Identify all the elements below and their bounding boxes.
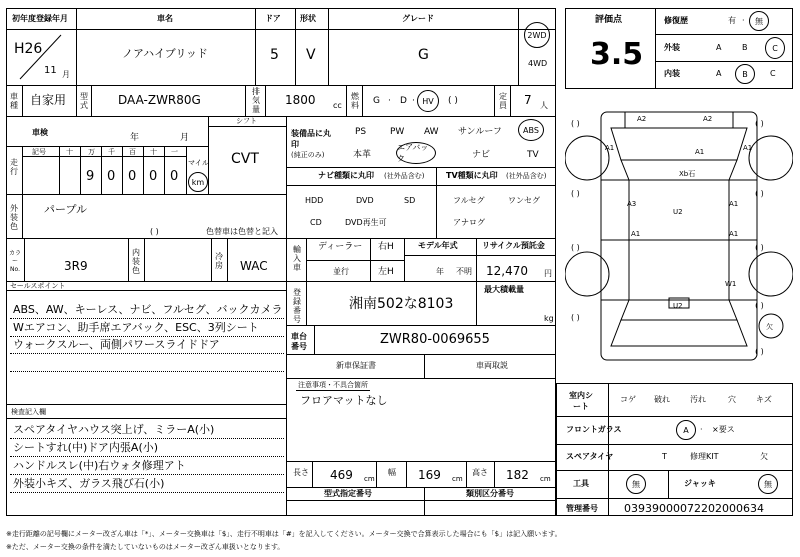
tv-oneseg: ワンセグ [508, 196, 540, 205]
reg-year-label: 初年度登録年月 [12, 14, 68, 23]
width-value: 169 [418, 468, 441, 482]
new-car-guarantee: 新車保証書 [336, 361, 376, 370]
equip-airbag: エアバック [396, 142, 436, 164]
spare-tire-label: スペアタイヤ [566, 452, 614, 461]
diagram-label-a1-rdoor: A1 [729, 200, 739, 208]
interior-grade-label: 内装 [664, 69, 680, 78]
color-no-label: カラーNo. [8, 250, 21, 273]
navi-dvd-play: DVD再生可 [345, 218, 387, 227]
car-name-label: 車名 [157, 14, 173, 23]
car-manual: 車両取説 [476, 361, 508, 370]
interior-color-label: 内装色 [132, 248, 140, 275]
sheet-opt-tear: 破れ [654, 395, 670, 404]
class-number-label: 類別区分番号 [466, 489, 514, 498]
rating-label: 評価点 [595, 15, 623, 25]
notes-label: 注意事項・不具合箇所 [298, 381, 368, 389]
sales-line-1: ABS、AW、キーレス、ナビ、フルセグ、バックカメラ [13, 303, 283, 316]
mileage-col-ju1: 十 [66, 148, 73, 156]
inspection-label: 車検 [32, 128, 48, 137]
windshield-dot: · [700, 425, 703, 434]
grade-label: グレード [402, 14, 434, 23]
car-type-label: 車種 [10, 92, 18, 110]
equip-label: 装備品に丸印 [291, 129, 331, 149]
footer-note-2: ※ただ、メーター交換の条件を満たしていないものはメーター改ざん車扱いとなります。 [6, 543, 285, 551]
model-year-label: モデル年式 [418, 241, 458, 250]
interior-grade-a: A [716, 69, 722, 78]
windshield-x: ×要ス [712, 425, 735, 434]
tv-fullseg: フルセグ [453, 196, 485, 205]
exterior-grade-b: B [742, 43, 748, 52]
model-value: DAA-ZWR80G [118, 93, 201, 107]
sheet-opt-hole: 穴 [728, 395, 736, 404]
exterior-color-value: パープル [44, 203, 88, 216]
navi-hdd: HDD [305, 196, 324, 205]
inspection-year: 年 [130, 133, 140, 143]
navi-type-sub: (社外品含む) [384, 172, 425, 180]
length-value: 469 [330, 468, 353, 482]
diagram-label-a1-fr: A1 [743, 144, 753, 152]
displacement-unit: cc [333, 101, 342, 110]
import-label: 輸入車 [293, 245, 301, 272]
model-year-value: 不明 [456, 267, 472, 276]
tv-type-sub: (社外品含む) [506, 172, 547, 180]
diagram-label-w1: W1 [725, 280, 737, 288]
diagram-label-a1-hood: A1 [695, 148, 705, 156]
svg-text:( ): ( ) [571, 313, 580, 322]
fuel-d: D [400, 96, 407, 106]
jack-value: 無 [758, 474, 778, 494]
mileage-col-hyaku: 百 [129, 148, 136, 156]
doors-value: 5 [270, 47, 279, 63]
chassis-label: 車台番号 [291, 332, 307, 351]
jack-label: ジャッキ [684, 479, 716, 488]
svg-text:( ): ( ) [755, 119, 764, 128]
svg-text:( ): ( ) [755, 347, 764, 356]
equip-pw: PW [390, 127, 405, 137]
svg-text:( ): ( ) [755, 301, 764, 310]
sheet-opt-scratch: キズ [756, 395, 772, 404]
regno-label: 登録番号 [293, 288, 301, 324]
model-label: 型式 [80, 92, 88, 110]
mileage-km: km [188, 172, 208, 192]
cooler-label: 冷房 [215, 252, 223, 270]
car-name-value: ノアハイブリッド [122, 47, 208, 60]
mileage-col-sen: 千 [108, 148, 115, 156]
spare-missing: 欠 [760, 452, 768, 461]
recycle-unit: 円 [544, 269, 552, 278]
inspector-line-3: ハンドルスレ(中)右ウォタ修理アト [13, 459, 186, 472]
import-parallel: 並行 [333, 267, 349, 276]
model-number-label: 型式指定番号 [324, 489, 372, 498]
exterior-color-note: 色替車は色替と記入 [206, 227, 278, 236]
sheet-opt-burn: コゲ [620, 395, 636, 404]
windshield-label: フロントガラス [566, 425, 622, 434]
windshield-a: A [676, 420, 696, 440]
model-year-unit: 年 [436, 267, 444, 276]
height-label: 高さ [472, 468, 488, 477]
height-unit: cm [540, 475, 551, 483]
height-value: 182 [506, 468, 529, 482]
navi-sd: SD [404, 196, 416, 205]
equip-abs: ABS [518, 119, 544, 141]
repair-dot: · [742, 16, 745, 25]
drive-2wd: 2WD [524, 22, 550, 48]
displacement-label: 排気量 [252, 87, 260, 114]
tv-analog: アナログ [453, 218, 485, 227]
length-unit: cm [364, 475, 375, 483]
shape-value: V [306, 47, 316, 63]
diagram-label-u2-rear: U2 [673, 302, 683, 310]
svg-text:( ): ( ) [755, 189, 764, 198]
navi-cd: CD [310, 218, 322, 227]
inspector-line-4: 外装小キズ、ガラス飛び石(小) [13, 477, 165, 490]
era-value: H26 [14, 41, 43, 57]
fuel-dot1: · [388, 96, 391, 106]
car-damage-diagram [565, 98, 793, 378]
repair-label: 修復歴 [664, 16, 688, 25]
interior-sheet-label: 室内シート [569, 391, 593, 411]
shape-label: 形状 [300, 14, 316, 23]
mileage-mile: マイル [188, 159, 209, 167]
equip-navi: ナビ [472, 150, 491, 160]
diagram-label-a2-left: A2 [637, 115, 647, 123]
mgmt-number-value: 039390000722020006​34 [624, 502, 764, 515]
month-unit: 月 [62, 70, 70, 79]
mileage-digit-5: 0 [170, 169, 179, 184]
sales-line-3: ウォークスルー、両側パワースライドドア [13, 338, 220, 351]
equip-leather: 本革 [353, 150, 372, 160]
diagram-label-a1-ldoor: A1 [631, 230, 641, 238]
length-label: 長さ [293, 468, 309, 477]
shift-value: CVT [231, 151, 259, 167]
tools-value: 無 [626, 474, 646, 494]
inspector-line-1: スペアタイヤハウス突上げ、ミラーA(小) [13, 423, 215, 436]
svg-text:( ): ( ) [571, 243, 580, 252]
repair-yes: 有 [728, 16, 736, 25]
tools-label: 工具 [573, 479, 589, 488]
displacement-value: 1800 [285, 93, 316, 107]
import-dealer: ディーラー [318, 242, 363, 252]
mileage-col-man: 万 [88, 148, 95, 156]
import-left: 左H [378, 267, 394, 277]
exterior-grade-c: C [765, 37, 785, 59]
width-label: 幅 [388, 468, 396, 477]
equip-ps: PS [355, 127, 367, 137]
door-label: ドア [265, 14, 281, 23]
inspection-month: 月 [180, 133, 190, 143]
mileage-digit-4: 0 [149, 169, 158, 184]
interior-grade-b: B [735, 64, 755, 84]
navi-type-label: ナビ種類に丸印 [318, 171, 374, 180]
notes-value: フロアマットなし [300, 394, 388, 407]
max-load-unit: kg [544, 314, 554, 323]
rating-score: 3.5 [590, 37, 644, 72]
chassis-value: ZWR80-0069655 [380, 332, 490, 347]
diagram-label-missing: 欠 [766, 323, 773, 331]
repair-no: 無 [749, 11, 769, 31]
svg-text:( ): ( ) [571, 189, 580, 198]
equip-tv: TV [527, 150, 539, 160]
interior-grade-c: C [770, 69, 776, 78]
mileage-label: 走行 [10, 158, 18, 176]
mileage-digit-1: 9 [86, 169, 95, 184]
recycle-value: 12,470 [486, 264, 528, 278]
grade-value: G [418, 47, 429, 63]
drive-4wd: 4WD [528, 59, 548, 68]
sales-point-label: セールスポイント [10, 282, 66, 290]
inspector-line-2: シートすれ(中)ドア内張A(小) [13, 441, 159, 454]
fuel-dot2: · [412, 96, 415, 106]
svg-text:( ): ( ) [755, 243, 764, 252]
diagram-label-u2-roof: U2 [673, 208, 683, 216]
shift-label: シフト [236, 117, 257, 125]
equip-sunroof: サンルーフ [458, 127, 502, 137]
mgmt-number-label: 管理番号 [566, 504, 598, 513]
equip-aw: AW [424, 127, 439, 137]
car-type-value: 自家用 [30, 93, 67, 107]
footer-note-1: ※走行距離の記号欄にメーター改ざん車は「*」、メーター交換車は「$」、走行不明車は「#」を記入してください。メーター交換で合算表示した場合にも「$」は記入願います。 [6, 530, 562, 538]
capacity-label: 定員 [499, 92, 507, 110]
svg-text:( ): ( ) [571, 119, 580, 128]
import-right: 右H [378, 242, 394, 252]
capacity-value: 7 [524, 93, 532, 107]
color-no-value: 3R9 [64, 259, 88, 273]
exterior-grade-label: 外装 [664, 43, 680, 52]
diagram-label-a1-fl: A1 [605, 144, 615, 152]
diagram-label-a1-rrear: A1 [729, 230, 739, 238]
mileage-digit-2: 0 [107, 169, 116, 184]
month-value: 11 [44, 65, 57, 76]
navi-dvd: DVD [356, 196, 374, 205]
diagram-label-chip: Xb石 [679, 170, 696, 178]
cooler-value: WAC [240, 259, 268, 273]
mileage-digit-3: 0 [128, 169, 137, 184]
exterior-grade-a: A [716, 43, 722, 52]
sales-line-2: Wエアコン、助手席エアバック、ESC、3列シート [13, 321, 259, 334]
inspector-label: 検査記入欄 [11, 408, 46, 416]
sheet-opt-dirt: 汚れ [690, 395, 706, 404]
diagram-label-a3: A3 [627, 200, 637, 208]
fuel-paren: ( ) [448, 96, 458, 106]
diagram-label-a2-right: A2 [703, 115, 713, 123]
mileage-col-ichi: 一 [171, 148, 178, 156]
exterior-color-paren: ( ) [150, 227, 159, 236]
equip-sub: (純正のみ) [291, 151, 325, 159]
spare-t: T [662, 452, 667, 461]
max-load-label: 最大積載量 [484, 285, 524, 294]
width-unit: cm [452, 475, 463, 483]
capacity-unit: 人 [540, 101, 548, 110]
mileage-col-ju2: 十 [150, 148, 157, 156]
exterior-color-label: 外装色 [10, 204, 18, 231]
regno-value: 湘南502な8103 [349, 296, 454, 312]
tv-type-label: TV種類に丸印 [446, 171, 498, 180]
fuel-hv: HV [417, 90, 439, 112]
mileage-col-sign: 記号 [32, 148, 46, 156]
recycle-label: リサイクル預託金 [482, 241, 545, 250]
fuel-g: G [373, 96, 380, 106]
spare-kit: 修理KIT [690, 452, 719, 461]
fuel-label: 燃料 [351, 92, 359, 110]
